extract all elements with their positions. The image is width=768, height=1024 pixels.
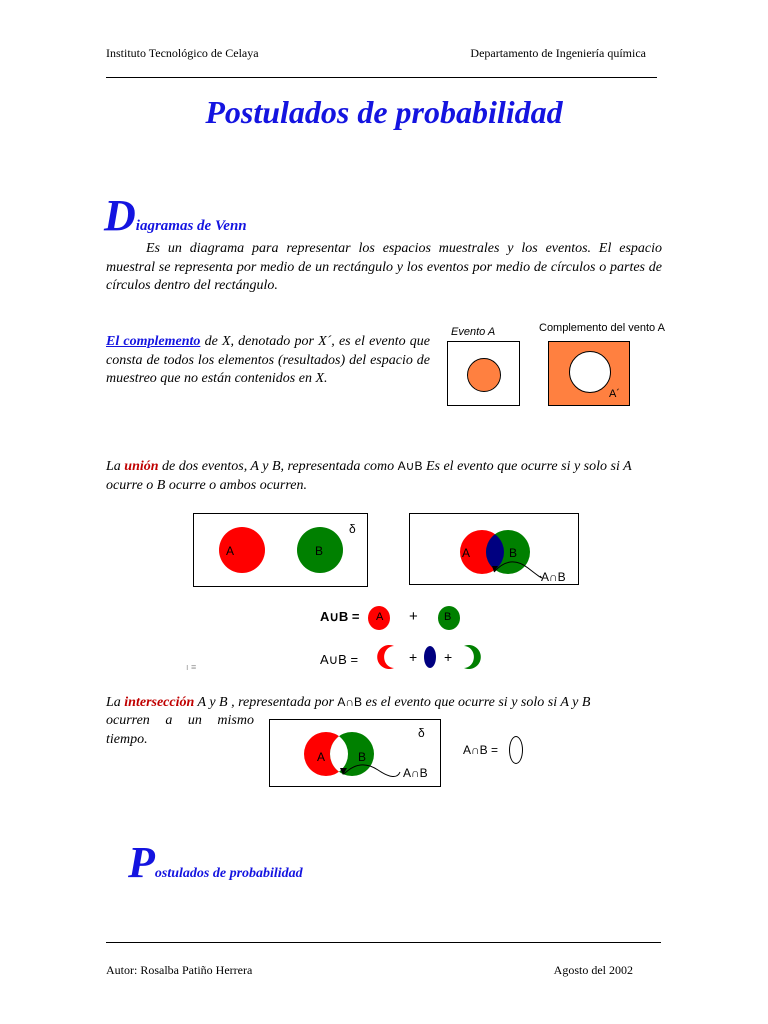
union-text1: de dos eventos, A y B, representada como [158, 459, 398, 474]
union-symbol: A∪B [397, 459, 423, 473]
intersection-text2: es el evento que ocurre si y solo si A y B [362, 695, 591, 710]
dropcap-p: P [128, 838, 155, 887]
delta-label: δ [349, 522, 356, 536]
intersection-text1: A y B , representada por [194, 695, 338, 710]
overlap-b-label: B [509, 546, 518, 560]
intersection-lens-outline [509, 736, 523, 764]
complemento-label: Complemento del vento A [539, 322, 665, 334]
int-delta-label: δ [418, 726, 425, 740]
circle-a-label: A [226, 544, 235, 558]
evento-a-circle [467, 358, 501, 392]
int-anb-label: A∩B [403, 766, 428, 780]
section-heading-venn [104, 191, 247, 240]
footer-left: Autor: Rosalba Patiño Herrera [106, 963, 253, 977]
eq1-b-label: B [444, 611, 452, 623]
union-fig2-box [409, 513, 579, 585]
union-paragraph [106, 457, 666, 495]
union-eq2-shapes [376, 644, 486, 670]
green-crescent [464, 645, 481, 669]
int-a-label: A [317, 750, 326, 764]
union-eq2-lhs: A∪B = [320, 652, 359, 667]
union-prefix: La [106, 459, 125, 474]
footer-right: Agosto del 2002 [553, 963, 633, 977]
header-right: Departamento de Ingeniería química [470, 46, 646, 60]
intersection-fig-box [269, 719, 441, 787]
evento-a-label: Evento A [451, 326, 496, 338]
eq1-a-label: A [376, 611, 384, 623]
overlap-a-label: A [462, 546, 471, 560]
intersection-prefix: La [106, 695, 125, 710]
navy-lens [424, 646, 436, 668]
eq2-plus1: + [409, 649, 418, 665]
header-rule [106, 77, 657, 78]
header-left: Instituto Tecnológico de Celaya [106, 46, 259, 60]
intersection-line2: ocurren a un mismo tiempo. [106, 713, 254, 747]
intersection-paragraph [106, 693, 666, 713]
footer-rule [106, 942, 661, 943]
union-term: unión [124, 459, 159, 474]
intersection-eq-lhs: A∩B = [463, 743, 498, 757]
eq2-plus2: + [444, 649, 453, 665]
union-eq1-lhs: A∪B = [320, 609, 360, 624]
stray-mark: ı ≡ [186, 662, 197, 672]
evento-a-box [447, 341, 520, 406]
complemento-box [548, 341, 630, 406]
intersection-term: intersección [124, 695, 195, 710]
int-b-label: B [358, 750, 367, 764]
complement-text: de X, denotado por X´, es el evento que consta de todos los elementos (resultados) del espacio de muestreo que no están contenidos en X. [106, 334, 430, 386]
union-fig1-box [193, 513, 368, 587]
dropcap-d: D [104, 191, 136, 240]
section-heading-text: iagramas de Venn [135, 218, 247, 234]
a-prime-label: A´ [609, 388, 620, 400]
circle-b-label: B [315, 544, 324, 558]
overlap-anb-label: A∩B [541, 570, 566, 584]
union-text2: Es el evento que ocurre si y solo si A ocurre o B ocurre o ambos ocurren. [106, 459, 632, 493]
red-crescent [377, 645, 394, 669]
section-heading-postulados [128, 838, 303, 887]
complemento-hole [569, 351, 611, 393]
section2-heading-text: ostulados de probabilidad [154, 866, 303, 881]
page-title: Postulados de probabilidad [205, 94, 563, 130]
complement-term: El complemento [106, 334, 201, 349]
intro-paragraph: Es un diagrama para representar los espacios muestrales y los eventos. El espacio muestral se representa por medio de un rectángulo y los eventos por medio de círculos o partes de círculos dentro del rectángulo. [106, 241, 662, 293]
complement-paragraph [106, 333, 430, 389]
intersection-symbol: A∩B [337, 695, 363, 709]
eq1-plus: + [409, 608, 418, 625]
